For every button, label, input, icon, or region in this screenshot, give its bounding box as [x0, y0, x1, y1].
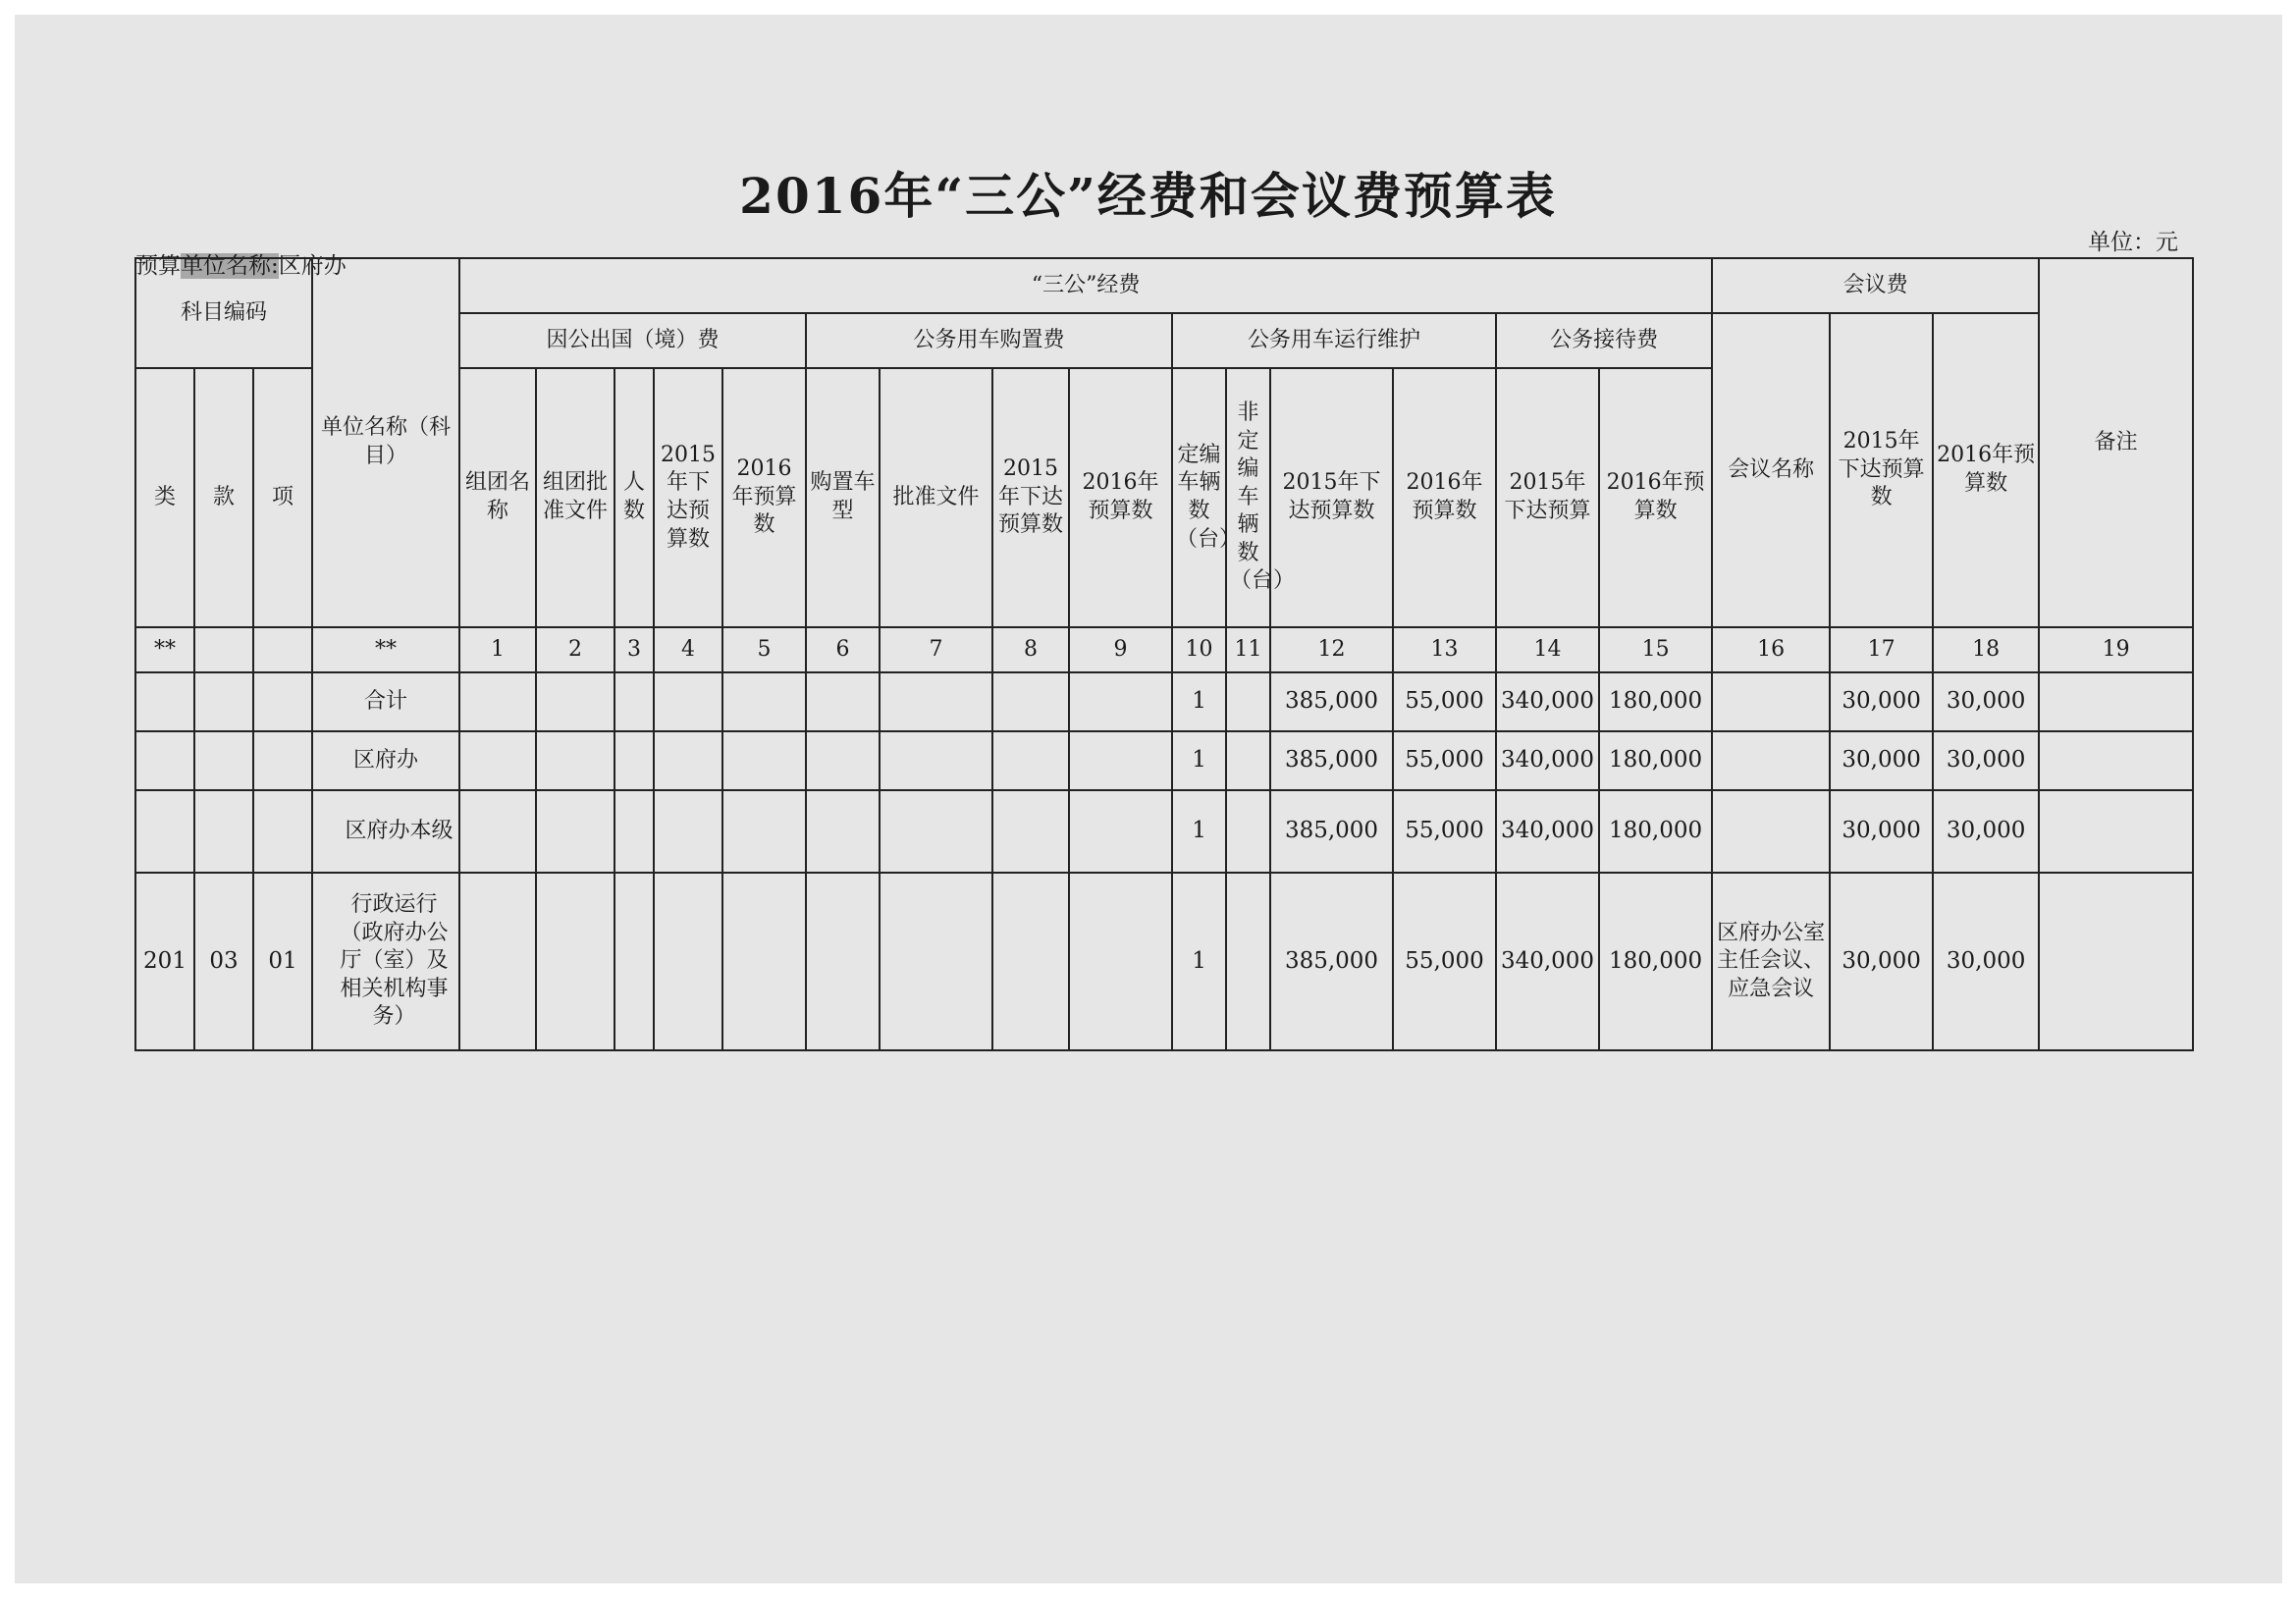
table-row-total	[135, 672, 2193, 731]
kuan-cell	[194, 672, 253, 731]
column-number: 5	[722, 627, 806, 672]
operation-2015-cell: 385,000	[1270, 873, 1393, 1050]
fixed-cars-cell: 1	[1172, 873, 1226, 1050]
reception-2016-header: 2016年预算数	[1599, 368, 1712, 627]
unit-name-cell: 区府办本级	[312, 790, 459, 873]
empty-cell	[992, 672, 1069, 731]
column-number: 2	[536, 627, 614, 672]
lei-cell	[135, 672, 194, 731]
column-number: 1	[459, 627, 536, 672]
abroad-header: 因公出国（境）费	[459, 313, 806, 368]
kuan-cell	[194, 731, 253, 790]
lei-header: 类	[135, 368, 194, 627]
meeting-2016-cell: 30,000	[1933, 731, 2039, 790]
empty-cell	[880, 731, 992, 790]
lei-cell: 201	[135, 873, 194, 1050]
reception-2015-cell: 340,000	[1496, 790, 1599, 873]
operation-2015-cell: 385,000	[1270, 731, 1393, 790]
abroad-2016-header: 2016年预算数	[722, 368, 806, 627]
unit-name-header: 单位名称（科目）	[312, 258, 459, 627]
empty-cell	[459, 790, 536, 873]
empty-cell	[1069, 873, 1172, 1050]
meeting-2015-cell: 30,000	[1830, 790, 1933, 873]
empty-cell	[1226, 672, 1270, 731]
column-number: 13	[1393, 627, 1496, 672]
empty-cell	[1069, 672, 1172, 731]
xiang-cell	[253, 672, 312, 731]
empty-cell	[654, 731, 722, 790]
empty-cell	[992, 873, 1069, 1050]
table-row-level	[135, 790, 2193, 873]
kuan-cell: 03	[194, 873, 253, 1050]
remarks-header: 备注	[2039, 258, 2193, 627]
column-number: 11	[1226, 627, 1270, 672]
operation-2016-cell: 55,000	[1393, 873, 1496, 1050]
column-number: 4	[654, 627, 722, 672]
group-name-header: 组团名称	[459, 368, 536, 627]
table-row-item	[135, 873, 2193, 1050]
empty-cell	[654, 672, 722, 731]
star-cell: **	[312, 627, 459, 672]
operation-2016-cell: 55,000	[1393, 790, 1496, 873]
reception-2016-cell: 180,000	[1599, 672, 1712, 731]
empty-cell	[654, 790, 722, 873]
empty-cell	[722, 873, 806, 1050]
people-header: 人数	[614, 368, 654, 627]
column-number: 9	[1069, 627, 1172, 672]
table-row-department	[135, 731, 2193, 790]
empty-cell	[806, 731, 880, 790]
empty-cell	[654, 873, 722, 1050]
empty-cell	[722, 790, 806, 873]
column-number: 12	[1270, 627, 1393, 672]
empty-cell	[806, 873, 880, 1050]
empty-cell	[614, 672, 654, 731]
remarks-cell	[2039, 790, 2193, 873]
approval-doc-header: 批准文件	[880, 368, 992, 627]
meeting-2015-cell: 30,000	[1830, 873, 1933, 1050]
lei-cell	[135, 731, 194, 790]
header-row-1	[135, 258, 2193, 313]
purchase-2015-header: 2015年下达预算数	[992, 368, 1069, 627]
meeting-2015-header: 2015年下达预算数	[1830, 313, 1933, 627]
fixed-cars-cell: 1	[1172, 672, 1226, 731]
empty-cell	[536, 672, 614, 731]
empty-cell	[880, 873, 992, 1050]
column-number: 17	[1830, 627, 1933, 672]
operation-2016-header: 2016年预算数	[1393, 368, 1496, 627]
kuan-header: 款	[194, 368, 253, 627]
operation-2016-cell: 55,000	[1393, 731, 1496, 790]
unit-name-cell: 合计	[312, 672, 459, 731]
meeting-2015-cell: 30,000	[1830, 672, 1933, 731]
car-purchase-header: 公务用车购置费	[806, 313, 1172, 368]
fixed-cars-cell: 1	[1172, 790, 1226, 873]
xiang-cell	[253, 790, 312, 873]
sangong-header: “三公”经费	[459, 258, 1712, 313]
empty-cell	[722, 731, 806, 790]
budget-unit-label-highlight: 单位名称:	[181, 253, 279, 279]
car-type-header: 购置车型	[806, 368, 880, 627]
operation-2015-header: 2015年下达预算数	[1270, 368, 1393, 627]
meeting-header: 会议费	[1712, 258, 2039, 313]
empty-cell	[614, 790, 654, 873]
lei-cell	[135, 790, 194, 873]
operation-2016-cell: 55,000	[1393, 672, 1496, 731]
unit-name-cell: 行政运行（政府办公厅（室）及相关机构事务）	[312, 873, 459, 1050]
xiang-cell	[253, 731, 312, 790]
empty-cell	[459, 873, 536, 1050]
meeting-2016-header: 2016年预算数	[1933, 313, 2039, 627]
reception-2016-cell: 180,000	[1599, 790, 1712, 873]
meeting-2015-cell: 30,000	[1830, 731, 1933, 790]
reception-2015-cell: 340,000	[1496, 672, 1599, 731]
empty-cell	[1226, 790, 1270, 873]
fixed-cars-cell: 1	[1172, 731, 1226, 790]
empty-cell	[459, 672, 536, 731]
empty-cell	[1226, 731, 1270, 790]
unit-name-cell: 区府办	[312, 731, 459, 790]
star-cell: **	[135, 627, 194, 672]
operation-2015-cell: 385,000	[1270, 672, 1393, 731]
remarks-cell	[2039, 672, 2193, 731]
column-number: 8	[992, 627, 1069, 672]
column-number-row	[135, 627, 2193, 672]
empty-cell	[1226, 873, 1270, 1050]
meeting-name-cell	[1712, 790, 1830, 873]
meeting-2016-cell: 30,000	[1933, 873, 2039, 1050]
kuan-cell	[194, 790, 253, 873]
group-doc-header: 组团批准文件	[536, 368, 614, 627]
unit-note: 单位：元	[2088, 230, 2178, 255]
purchase-2016-header: 2016年预算数	[1069, 368, 1172, 627]
column-number: 19	[2039, 627, 2193, 672]
subject-code-header: 科目编码	[135, 258, 312, 368]
reception-2015-cell: 340,000	[1496, 731, 1599, 790]
column-number: 15	[1599, 627, 1712, 672]
reception-2015-cell: 340,000	[1496, 873, 1599, 1050]
column-number: 10	[1172, 627, 1226, 672]
reception-2016-cell: 180,000	[1599, 731, 1712, 790]
empty-cell	[536, 790, 614, 873]
empty-cell	[1069, 790, 1172, 873]
empty-cell	[536, 731, 614, 790]
empty-cell	[880, 672, 992, 731]
empty-cell	[253, 627, 312, 672]
empty-cell	[614, 873, 654, 1050]
empty-cell	[880, 790, 992, 873]
meeting-2016-cell: 30,000	[1933, 790, 2039, 873]
remarks-cell	[2039, 873, 2193, 1050]
empty-cell	[536, 873, 614, 1050]
empty-cell	[722, 672, 806, 731]
remarks-cell	[2039, 731, 2193, 790]
meeting-name-cell	[1712, 672, 1830, 731]
empty-cell	[992, 790, 1069, 873]
reception-2016-cell: 180,000	[1599, 873, 1712, 1050]
reception-2015-header: 2015年下达预算	[1496, 368, 1599, 627]
empty-cell	[992, 731, 1069, 790]
xiang-header: 项	[253, 368, 312, 627]
budget-unit-value: 区府办	[278, 253, 347, 279]
page-title: 2016年“三公”经费和会议费预算表	[739, 167, 1557, 225]
column-number: 16	[1712, 627, 1830, 672]
empty-cell	[1069, 731, 1172, 790]
xiang-cell: 01	[253, 873, 312, 1050]
meeting-name-cell: 区府办公室主任会议、应急会议	[1712, 873, 1830, 1050]
abroad-2015-header: 2015年下达预算数	[654, 368, 722, 627]
meeting-2016-cell: 30,000	[1933, 672, 2039, 731]
meeting-name-cell	[1712, 731, 1830, 790]
operation-2015-cell: 385,000	[1270, 790, 1393, 873]
column-number: 6	[806, 627, 880, 672]
column-number: 7	[880, 627, 992, 672]
nonfixed-cars-header: 非定编车辆数（台）	[1226, 368, 1270, 627]
budget-table	[134, 257, 2194, 1051]
empty-cell	[614, 731, 654, 790]
meeting-name-header: 会议名称	[1712, 313, 1830, 627]
column-number: 18	[1933, 627, 2039, 672]
empty-cell	[806, 790, 880, 873]
empty-cell	[194, 627, 253, 672]
fixed-cars-header: 定编车辆数（台）	[1172, 368, 1226, 627]
reception-header: 公务接待费	[1496, 313, 1712, 368]
empty-cell	[806, 672, 880, 731]
car-operation-header: 公务用车运行维护	[1172, 313, 1496, 368]
budget-unit-label: 预算	[135, 253, 181, 279]
column-number: 3	[614, 627, 654, 672]
empty-cell	[459, 731, 536, 790]
column-number: 14	[1496, 627, 1599, 672]
